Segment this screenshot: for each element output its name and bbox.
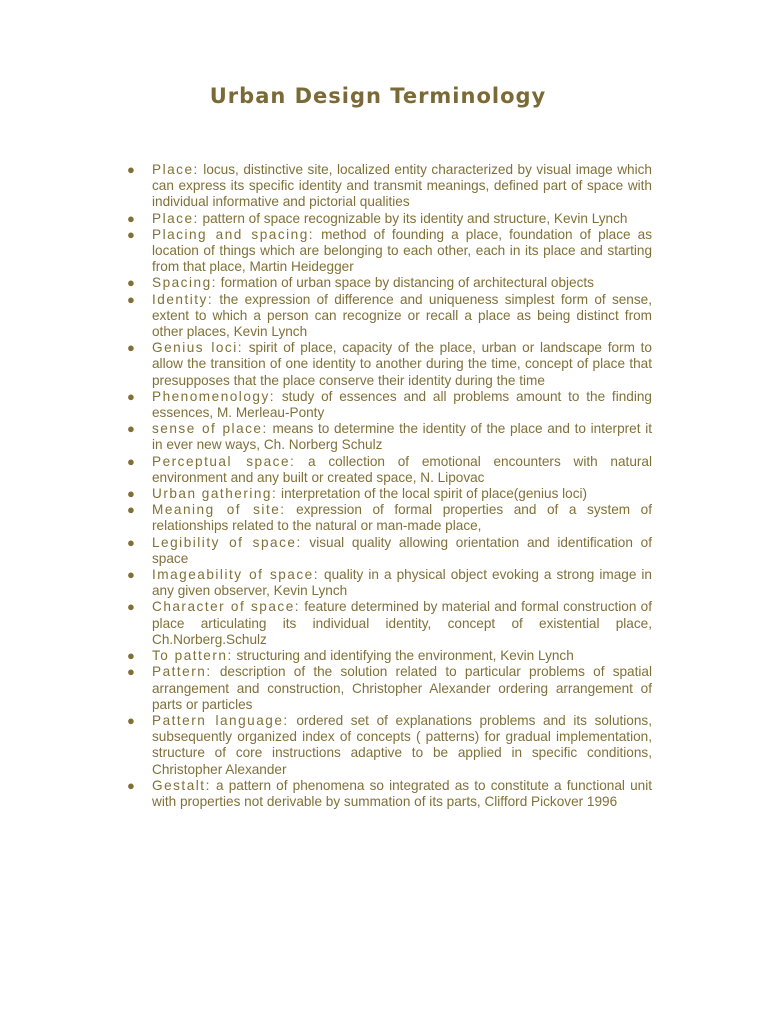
term-definition: means to determine the identity of the place and to interpret it in ever new ways, Ch. Norberg Schulz	[152, 421, 652, 453]
term-name: Phenomenology:	[152, 388, 276, 404]
bullet-icon: ●	[127, 388, 135, 404]
term-name: Meaning of site:	[152, 502, 286, 518]
list-item	[127, 534, 652, 567]
bullet-icon: ●	[127, 486, 135, 502]
term-name: Place:	[152, 210, 199, 226]
list-item	[127, 291, 652, 341]
bullet-icon: ●	[127, 226, 135, 242]
term-name: Gestalt:	[152, 777, 211, 793]
term-definition: interpretation of the local spirit of place(genius loci)	[277, 486, 588, 502]
list-item	[127, 275, 652, 291]
term-definition: quality in a physical object evoking a strong image in any given observer, Kevin Lynch	[152, 567, 652, 599]
term-definition: structuring and identifying the environment, Kevin Lynch	[232, 648, 574, 664]
bullet-icon: ●	[127, 162, 135, 177]
list-item	[127, 599, 652, 648]
bullet-icon: ●	[127, 421, 135, 437]
term-name: To pattern:	[152, 648, 233, 664]
list-item	[127, 162, 652, 211]
bullet-icon: ●	[127, 664, 135, 680]
bullet-icon: ●	[127, 567, 135, 583]
term-name: Place:	[152, 162, 199, 177]
term-definition: visual quality allowing orientation and identification of space	[152, 534, 652, 566]
term-definition: the expression of difference and uniqueness simplest form of sense, extent to which a person can recognize or recall a place as being distinct from other places, Kevin Lynch	[152, 291, 652, 340]
term-name: Placing and spacing:	[152, 226, 315, 242]
term-name: Pattern:	[152, 664, 212, 680]
term-definition: a collection of emotional encounters with natural environment and any built or created space, N. Lipovac	[152, 453, 652, 485]
term-definition: description of the solution related to particular problems of spatial arrangement and construction, Christopher Alexander ordering arrangement of parts or particles	[152, 664, 652, 712]
bullet-icon: ●	[127, 648, 135, 664]
list-item	[127, 712, 653, 778]
list-item	[127, 648, 652, 664]
list-item	[127, 777, 652, 810]
bullet-icon: ●	[127, 291, 135, 307]
bullet-icon: ●	[127, 275, 135, 291]
term-definition: expression of formal properties and of a system of relationships related to the natural or man-made place,	[152, 502, 653, 534]
term-name: Identity:	[152, 291, 214, 307]
term-list	[127, 162, 653, 810]
list-item	[127, 567, 652, 599]
term-definition: a pattern of phenomena so integrated as to constitute a functional unit with properties not derivable by summation of its parts, Clifford Pickover 1996	[152, 777, 652, 809]
term-definition: ordered set of explanations problems and its solutions, subsequently organized index of concepts ( patterns) for gradual implementation, structure of core instructions adaptive to be applied in specific conditions, Christopher Alexander	[152, 712, 653, 777]
list-item	[127, 388, 652, 421]
term-definition: locus, distinctive site, localized entity characterized by visual image which can express its specific identity and transmit meanings, defined part of space with individual informative and pictorial qualities	[152, 162, 652, 210]
term-name: Character of space:	[152, 599, 301, 615]
bullet-icon: ●	[127, 777, 135, 793]
term-name: Pattern language:	[152, 712, 289, 728]
list-item	[127, 421, 652, 453]
list-item	[127, 502, 653, 534]
list-item	[127, 664, 652, 713]
term-name: Genius loci:	[152, 340, 243, 356]
bullet-icon: ●	[127, 712, 135, 728]
bullet-icon: ●	[127, 340, 135, 356]
list-item	[127, 226, 652, 276]
term-name: Perceptual space:	[152, 453, 296, 469]
list-item	[127, 453, 652, 486]
term-name: Urban gathering:	[152, 486, 278, 502]
term-name: Imageability of space:	[152, 567, 319, 583]
list-item	[127, 210, 652, 227]
bullet-icon: ●	[127, 599, 135, 615]
term-definition: formation of urban space by distancing of architectural objects	[216, 275, 594, 291]
term-name: sense of place:	[152, 421, 268, 437]
bullet-icon: ●	[127, 453, 135, 469]
bullet-icon: ●	[127, 534, 135, 550]
bullet-icon: ●	[127, 210, 135, 226]
term-definition: feature determined by material and formal construction of place articulating its individual identity, concept of existential place, Ch.Norberg.Schulz	[152, 599, 652, 647]
term-name: Spacing:	[152, 275, 217, 291]
term-definition: study of essences and all problems amount to the finding essences, M. Merleau-Ponty	[152, 388, 652, 421]
bullet-icon: ●	[127, 502, 135, 518]
list-item	[127, 340, 652, 389]
term-definition: spirit of place, capacity of the place, urban or landscape form to allow the transition of one identity to another during the time, concept of place that presupposes that the place conserve their identity during the time	[152, 340, 652, 388]
term-definition: pattern of space recognizable by its identity and structure, Kevin Lynch	[198, 210, 628, 226]
term-definition: method of founding a place, foundation of place as location of things which are belonging to each other, each in its place and starting from that place, Martin Heidegger	[152, 226, 652, 275]
list-item	[127, 486, 652, 502]
term-name: Legibility of space:	[152, 534, 302, 550]
page-title: Urban Design Terminology	[209, 84, 547, 108]
